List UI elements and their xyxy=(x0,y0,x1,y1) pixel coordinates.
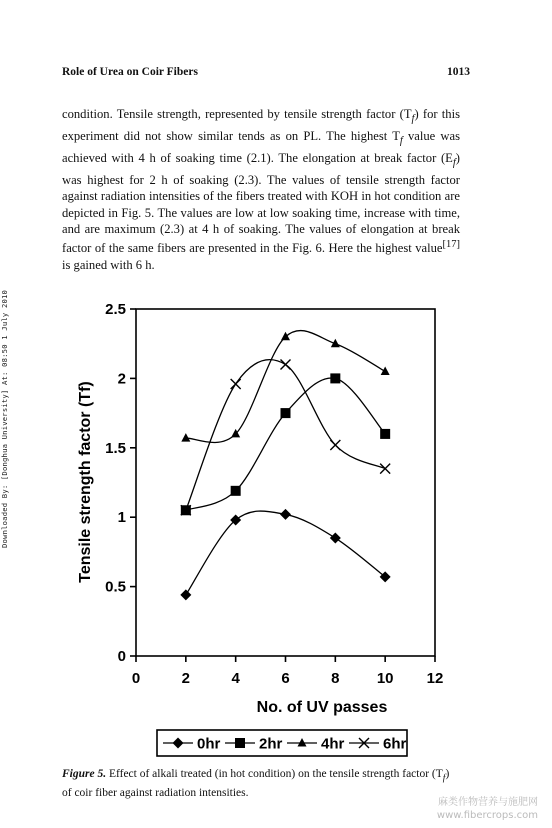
y-tick-label: 1.5 xyxy=(105,439,126,457)
y-tick-label: 1 xyxy=(117,509,126,527)
data-point-6hr xyxy=(330,440,340,450)
site-watermark: 麻类作物营养与施肥网 www.fibercrops.com xyxy=(436,797,538,821)
x-tick-label: 4 xyxy=(231,670,240,687)
data-point-6hr xyxy=(231,379,241,389)
data-point-0hr xyxy=(330,533,341,544)
page-number: 1013 xyxy=(447,66,470,78)
legend-label-2hr: 2hr xyxy=(259,735,283,753)
data-point-2hr xyxy=(330,373,340,383)
legend-marker-4hr xyxy=(298,738,307,747)
series-line-2hr xyxy=(186,378,385,510)
data-point-2hr xyxy=(380,429,390,439)
x-tick-label: 8 xyxy=(331,670,340,687)
data-point-2hr xyxy=(281,408,291,418)
data-point-6hr xyxy=(281,360,291,370)
y-tick-label: 2.5 xyxy=(105,301,126,318)
y-tick-label: 2 xyxy=(117,370,126,388)
y-tick-label: 0 xyxy=(117,648,126,665)
running-title: Role of Urea on Coir Fibers xyxy=(62,66,198,78)
x-tick-label: 0 xyxy=(131,670,141,687)
data-point-4hr xyxy=(281,332,290,341)
x-tick-label: 6 xyxy=(281,670,290,687)
data-point-0hr xyxy=(180,589,191,600)
chart-legend xyxy=(157,730,407,756)
x-tick-label: 12 xyxy=(426,670,444,687)
data-point-2hr xyxy=(231,486,241,496)
legend-label-6hr: 6hr xyxy=(383,735,407,753)
x-axis-title: No. of UV passes xyxy=(256,699,388,716)
legend-label-0hr: 0hr xyxy=(197,735,221,753)
body-paragraph: condition. Tensile strength, represented by tensile strength factor $(T_f)$ for this experiment did not show similar tends as on PL. The highest $T_f$ value was achieved with 4 h of soaking time (2.1). The elongation at break factor $(E_f)$ was highest for 2 h of soaking (2.3). The values of tensile strength factor against radiation intensities of the fibers treated with KOH in hot condition are depicted in Fig. 5. The values are low at low soaking time, increase with time, and are maximum (2.3) at 4 h of soaking. The values of elongation at break factor of the same fibers are presented in the Fig. 6. Here the highest value[17] is gained with 6 h. xyxy=(62,107,460,272)
series-line-0hr xyxy=(186,511,385,595)
data-point-0hr xyxy=(280,509,291,520)
y-tick-label: 0.5 xyxy=(105,578,126,596)
figure-label: Figure 5. xyxy=(62,768,107,780)
y-axis-title: Tensile strength factor (Tf) xyxy=(77,381,94,583)
download-stamp: Downloaded By: [Donghua University] At: 08:50 1 July 2010 xyxy=(0,289,9,548)
data-point-4hr xyxy=(181,433,190,442)
plot-area xyxy=(105,301,443,687)
x-tick-label: 2 xyxy=(181,670,191,687)
tensile-strength-chart xyxy=(60,292,450,762)
plot-frame xyxy=(136,309,435,656)
legend-marker-2hr xyxy=(235,738,245,748)
data-point-6hr xyxy=(380,464,390,474)
data-point-4hr xyxy=(381,366,390,375)
series-line-6hr xyxy=(186,360,385,511)
x-tick-label: 10 xyxy=(376,670,394,687)
running-header xyxy=(62,66,470,78)
legend-label-4hr: 4hr xyxy=(321,735,345,753)
figure-caption: Figure 5. Effect of alkali treated (in hot condition) on the tensile strength factor $(T_f)$ of coir fiber against radiation intensities. xyxy=(62,768,450,799)
legend-marker-0hr xyxy=(173,738,184,749)
